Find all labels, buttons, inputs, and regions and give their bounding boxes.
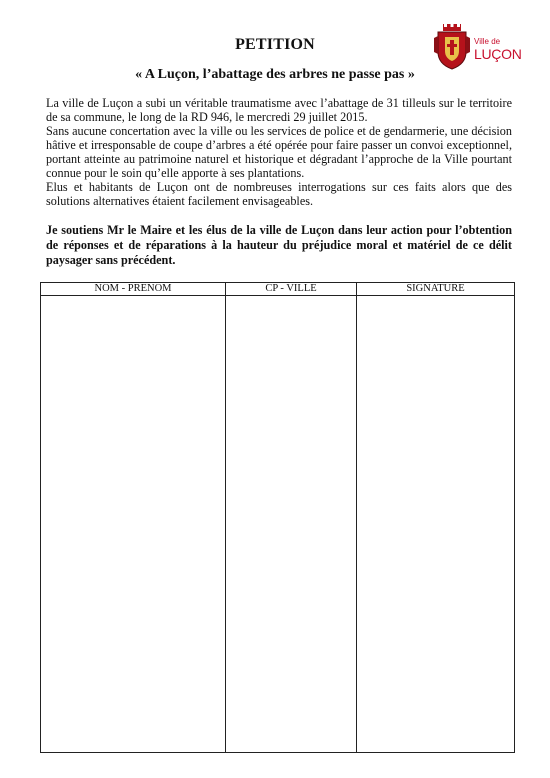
- city-cell[interactable]: [226, 296, 357, 753]
- logo-city-name: LUÇON: [474, 46, 522, 62]
- column-header-city: CP - VILLE: [226, 283, 357, 296]
- column-header-signature: SIGNATURE: [357, 283, 515, 296]
- signature-cell[interactable]: [357, 296, 515, 753]
- paragraph-intro: La ville de Luçon a subi un véritable traumatisme avec l’abattage de 31 tilleuls sur le territoire de sa commune, le long de la RD 946, le mercredi 29 juillet 2015.: [46, 96, 512, 124]
- signature-table: [40, 282, 515, 753]
- table-header-row: [41, 283, 515, 296]
- table-row: [41, 296, 515, 753]
- logo-small-text: Ville de: [474, 37, 501, 46]
- column-header-name: NOM - PRENOM: [41, 283, 226, 296]
- city-logo: [434, 24, 526, 70]
- page-subtitle: « A Luçon, l’abattage des arbres ne passe pas »: [135, 67, 415, 82]
- coat-of-arms-icon: [434, 24, 470, 70]
- petition-body: [46, 96, 512, 208]
- support-statement: Je soutiens Mr le Maire et les élus de la ville de Luçon dans leur action pour l’obtention de réponses et de réparations à la hauteur du préjudice moral et matériel de ce délit paysager sans précédent.: [46, 223, 512, 267]
- name-cell[interactable]: [41, 296, 226, 753]
- page-title: PETITION: [235, 36, 315, 53]
- paragraph-questions: Elus et habitants de Luçon ont de nombreuses interrogations sur ces faits alors que des solutions alternatives étaient facilement envisageables.: [46, 180, 512, 208]
- paragraph-context: Sans aucune concertation avec la ville ou les services de police et de gendarmerie, une décision hâtive et irresponsable de coupe d’arbres a été opérée pour faire passer un convoi exceptionnel, portant atteinte au patrimoine naturel et historique et dégradant l’approche de la Ville pourtant connue pour le soin qu’elle apporte à ses plantations.: [46, 124, 512, 180]
